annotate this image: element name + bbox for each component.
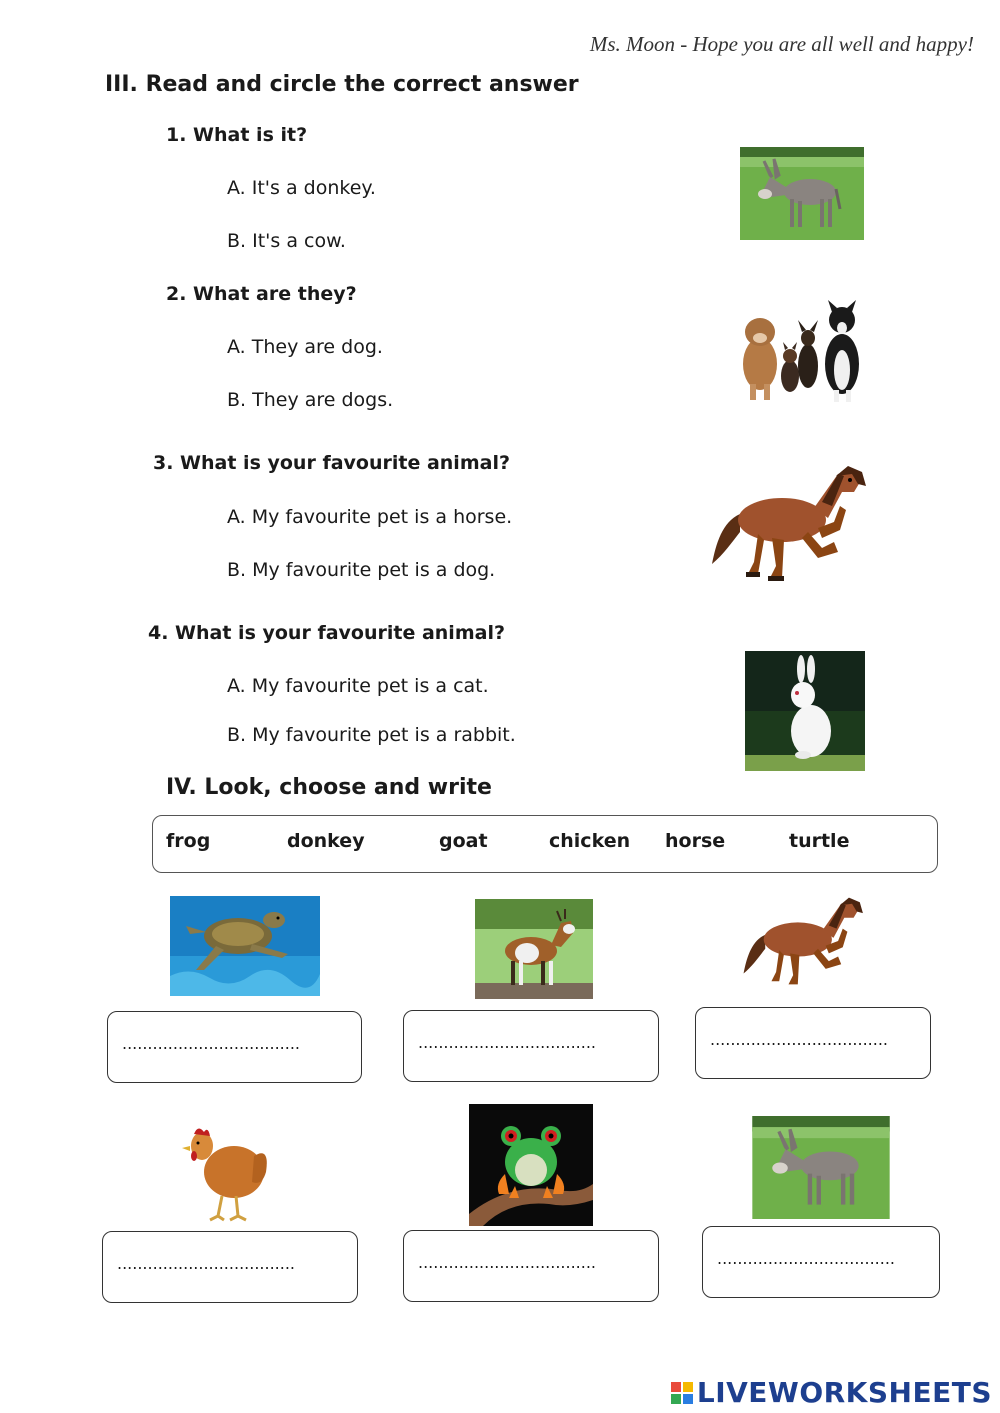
answer-input-goat[interactable] (403, 1010, 659, 1082)
answer-blank: ................................... (418, 1253, 597, 1272)
question-2-option-a[interactable]: A. They are dog. (227, 336, 383, 358)
question-3: 3. What is your favourite animal? (153, 452, 510, 474)
donkey-picture-2 (752, 1116, 890, 1219)
word-bank-item: donkey (287, 830, 365, 852)
question-4-option-b[interactable]: B. My favourite pet is a rabbit. (227, 724, 516, 746)
question-1-option-a[interactable]: A. It's a donkey. (227, 177, 376, 199)
question-2: 2. What are they? (166, 283, 357, 305)
frog-picture (469, 1104, 593, 1226)
teacher-note: Ms. Moon - Hope you are all well and happy! (589, 32, 974, 56)
logo-mark-icon (671, 1382, 693, 1404)
answer-blank: ................................... (122, 1034, 301, 1053)
logo-text: LIVEWORKSHEETS (696, 1376, 992, 1409)
answer-input-turtle[interactable] (107, 1011, 362, 1083)
answer-blank: ................................... (710, 1030, 889, 1049)
goat-picture (475, 899, 593, 999)
dogs-picture (738, 298, 868, 404)
question-4: 4. What is your favourite animal? (148, 622, 505, 644)
question-3-option-a[interactable]: A. My favourite pet is a horse. (227, 506, 513, 528)
answer-input-frog[interactable] (403, 1230, 659, 1302)
question-3-option-b[interactable]: B. My favourite pet is a dog. (227, 559, 496, 581)
answer-blank: ................................... (717, 1249, 896, 1268)
horse-picture (710, 462, 870, 582)
horse-picture-2 (742, 894, 866, 988)
rabbit-picture (745, 651, 865, 771)
word-bank (152, 815, 938, 873)
answer-blank: ................................... (117, 1254, 296, 1273)
question-4-option-a[interactable]: A. My favourite pet is a cat. (227, 675, 489, 697)
section-3-title: III. Read and circle the correct answer (105, 72, 579, 97)
question-1: 1. What is it? (166, 124, 308, 146)
question-2-option-b[interactable]: B. They are dogs. (227, 389, 394, 411)
chicken-picture (178, 1116, 270, 1224)
answer-input-chicken[interactable] (102, 1231, 358, 1303)
answer-input-horse[interactable] (695, 1007, 931, 1079)
section-4-title: IV. Look, choose and write (166, 775, 492, 800)
turtle-picture (170, 896, 320, 996)
word-bank-item: goat (439, 830, 488, 852)
donkey-picture (740, 147, 864, 240)
question-1-option-b[interactable]: B. It's a cow. (227, 230, 346, 252)
answer-blank: ................................... (418, 1033, 597, 1052)
answer-input-donkey[interactable] (702, 1226, 940, 1298)
liveworksheets-logo[interactable] (671, 1376, 992, 1409)
word-bank-item: horse (665, 830, 726, 852)
word-bank-item: chicken (549, 830, 631, 852)
word-bank-item: turtle (789, 830, 850, 852)
word-bank-item: frog (166, 830, 211, 852)
